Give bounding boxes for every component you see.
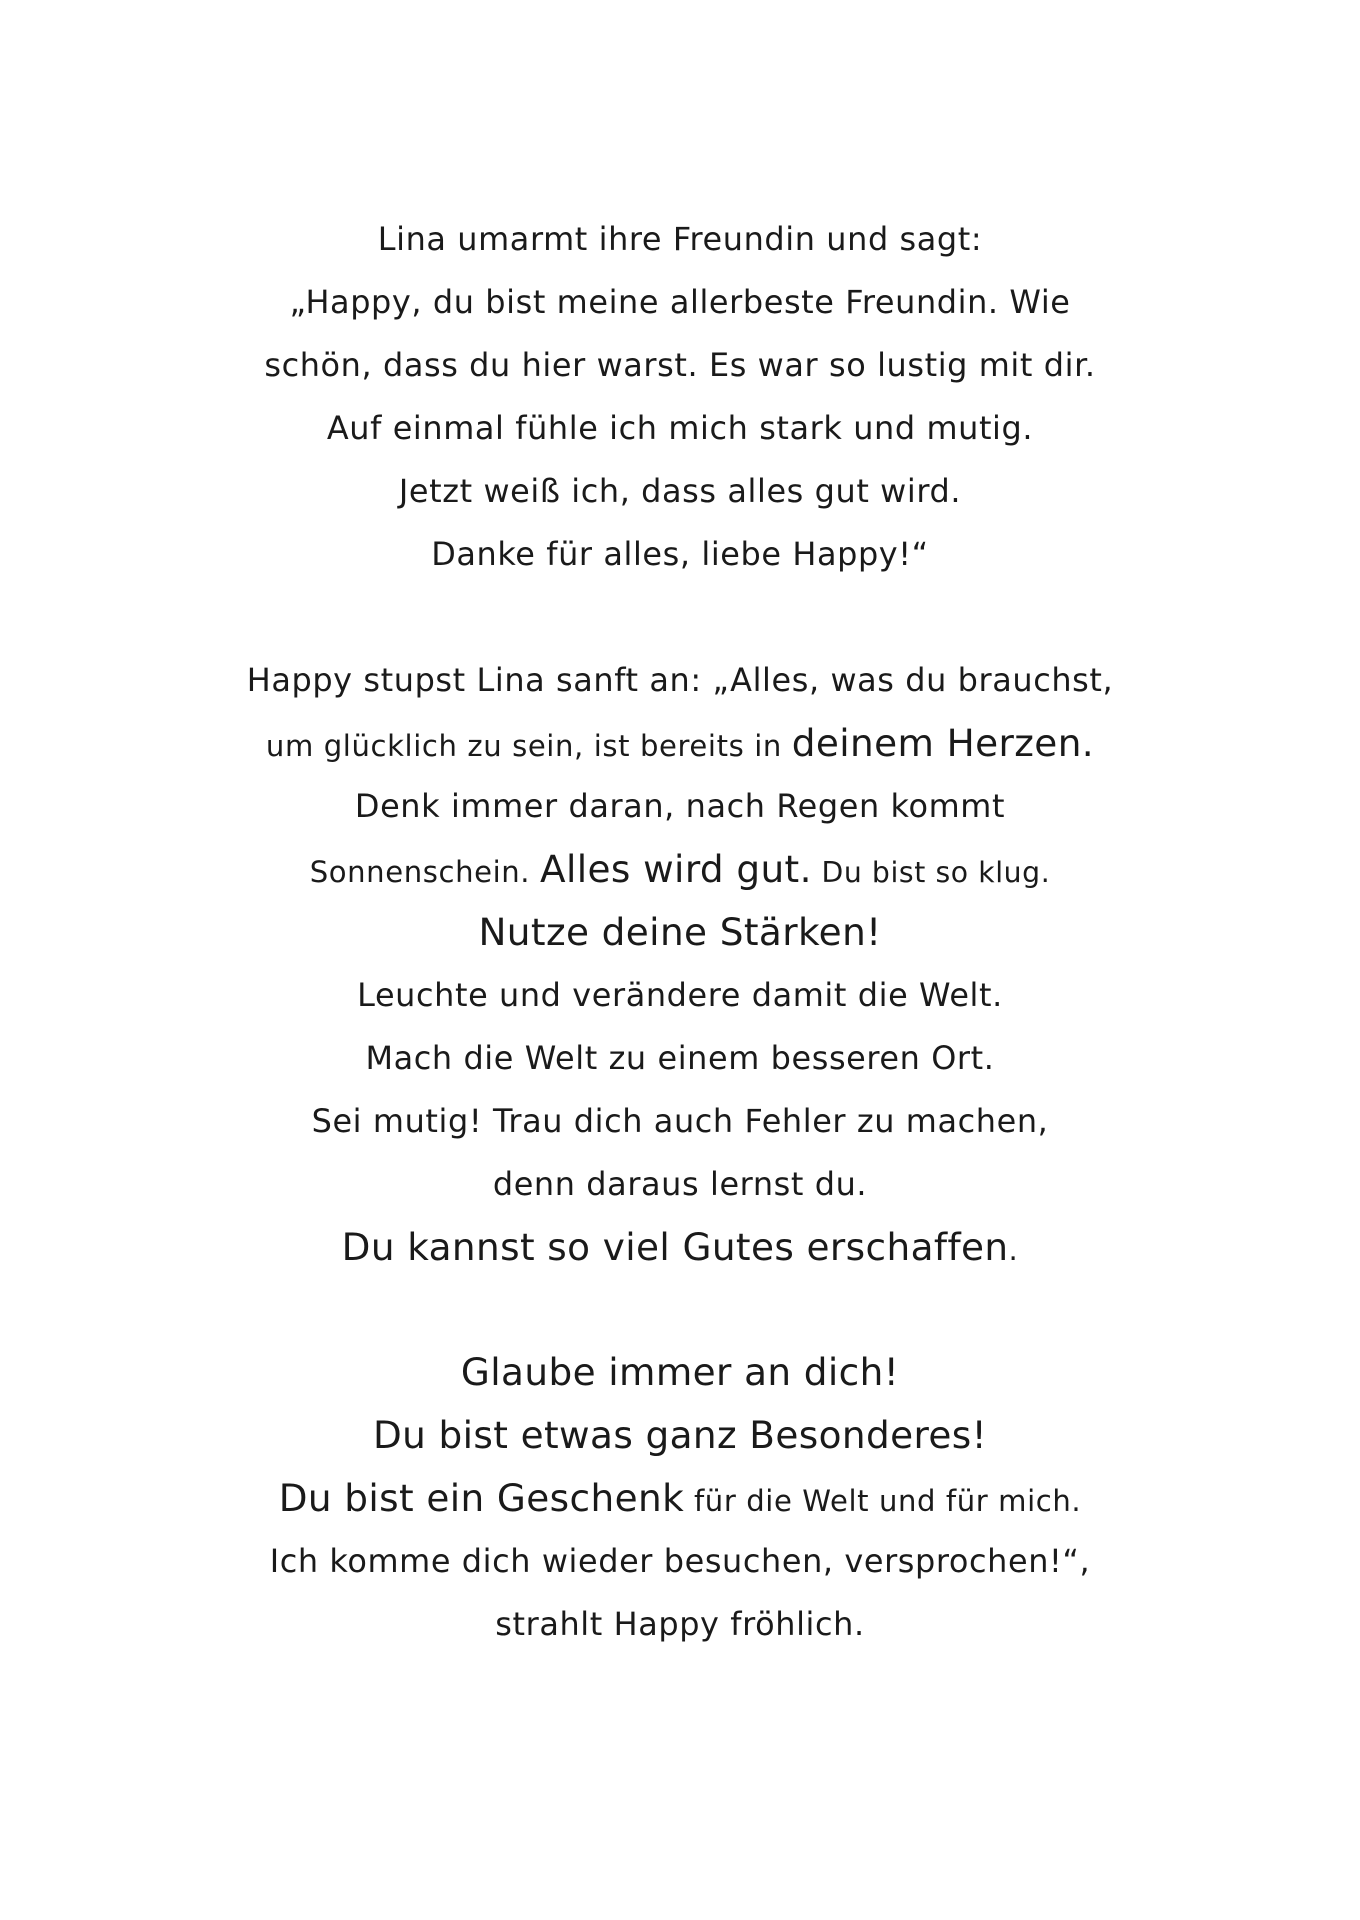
- story-line: Leuchte und verändere damit die Welt.: [357, 976, 1003, 1014]
- emphasis-line: Nutze deine Stärken!: [478, 910, 882, 954]
- story-line: [0, 1466, 1360, 1533]
- story-line: Ich komme dich wieder besuchen, versprochen!“,: [269, 1542, 1091, 1580]
- story-line: Mach die Welt zu einem besseren Ort.: [365, 1039, 995, 1077]
- story-text: um glücklich zu sein, ist bereits in: [265, 729, 792, 763]
- story-line: [0, 1215, 1360, 1282]
- story-line: Lina umarmt ihre Freundin und sagt:: [377, 220, 983, 258]
- emphasis-line: Du bist etwas ganz Besonderes!: [372, 1413, 988, 1457]
- story-line: [0, 711, 1360, 778]
- emphasis-text: deinem Herzen.: [791, 721, 1095, 765]
- story-line: Sei mutig! Trau dich auch Fehler zu machen,: [311, 1102, 1049, 1140]
- story-line: strahlt Happy fröhlich.: [495, 1605, 865, 1643]
- story-line: [0, 837, 1360, 905]
- emphasis-line: Glaube immer an dich!: [460, 1350, 900, 1394]
- emphasis-text: Du bist ein Geschenk: [278, 1476, 685, 1520]
- story-text: für die Welt und für mich.: [684, 1484, 1082, 1518]
- story-line: Happy stupst Lina sanft an: „Alles, was du brauchst,: [246, 661, 1114, 699]
- story-text: Sonnenschein.: [309, 855, 540, 889]
- story-line: Denk immer daran, nach Regen kommt: [354, 787, 1006, 825]
- emphasis-text: Alles wird gut.: [539, 847, 812, 891]
- story-text: Du bist so klug.: [811, 856, 1051, 889]
- story-line: Auf einmal fühle ich mich stark und mutig.: [326, 409, 1034, 447]
- story-text: .: [1008, 1233, 1019, 1267]
- emphasis-text: Du kannst so viel Gutes erschaffen: [341, 1225, 1009, 1269]
- story-line: Danke für alles, liebe Happy!“: [431, 535, 929, 573]
- story-line: Jetzt weiß ich, dass alles gut wird.: [398, 472, 962, 510]
- story-line: denn daraus lernst du.: [492, 1165, 868, 1203]
- story-line: schön, dass du hier warst. Es war so lustig mit dir.: [264, 346, 1096, 384]
- story-line: „Happy, du bist meine allerbeste Freundin. Wie: [289, 283, 1071, 321]
